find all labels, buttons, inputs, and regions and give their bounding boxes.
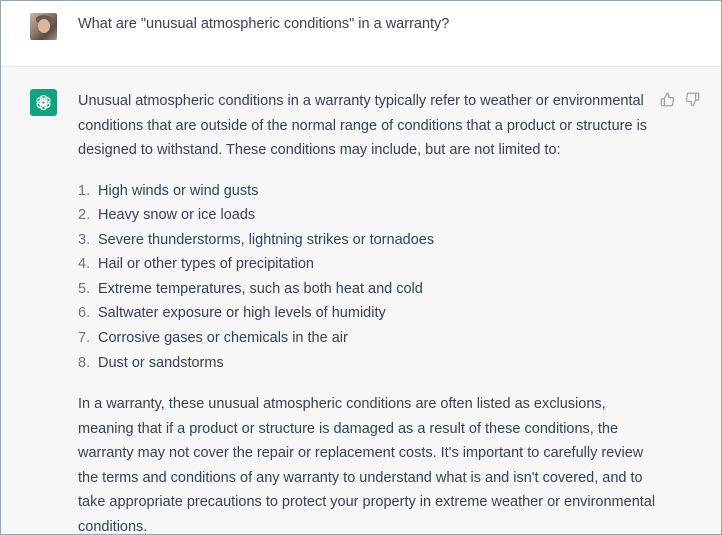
list-item-number: 8. [78,354,91,371]
user-avatar [30,13,57,40]
list-item [78,228,658,253]
user-message-text: What are "unusual atmospheric conditions" in a warranty? [78,16,450,32]
thumbs-down-icon[interactable] [683,90,701,108]
list-item-text: Hail or other types of precipitation [98,256,314,273]
assistant-intro-paragraph: Unusual atmospheric conditions in a warranty typically refer to weather or environmental conditions that are outside of the normal range of conditions that a product or structure is designed to withstand. These conditions may include, but are not limited to: [78,93,648,158]
list-item-number: 2. [78,207,91,224]
conditions-list [78,179,658,376]
list-item-text: Saltwater exposure or high levels of humidity [98,305,386,322]
list-item-text: Corrosive gases or chemicals in the air [98,330,348,347]
user-message-row [1,1,721,67]
assistant-conclusion-paragraph: In a warranty, these unusual atmospheric conditions are often listed as exclusions, meaning that if a product or structure is damaged as a result of these conditions, the warranty may not cover the repair or replacement costs. It's important to carefully review the terms and conditions of any warranty to understand what is and isn't covered, and to take appropriate precautions to protect your property in extreme weather or environmental conditions. [78,396,656,535]
list-item-number: 5. [78,280,91,297]
list-item-text: Heavy snow or ice loads [98,207,256,224]
list-item [78,179,658,204]
list-item-text: Severe thunderstorms, lightning strikes or tornadoes [98,231,435,248]
list-item-text: Extreme temperatures, such as both heat and cold [98,280,423,297]
list-item [78,301,658,326]
list-item-number: 3. [78,231,91,248]
assistant-message-content [78,89,658,535]
list-item-number: 6. [78,305,91,322]
thumbs-up-icon[interactable] [658,90,676,108]
list-item-number: 1. [78,182,91,199]
list-item-number: 7. [78,330,91,347]
list-item [78,326,658,351]
list-item-number: 4. [78,256,91,273]
list-item-text: High winds or wind gusts [98,182,259,199]
assistant-message-row [1,67,721,535]
list-item [78,203,658,228]
openai-logo-icon [30,89,57,116]
list-item [78,277,658,302]
list-item [78,351,658,376]
list-item-text: Dust or sandstorms [98,354,224,371]
list-item [78,252,658,277]
